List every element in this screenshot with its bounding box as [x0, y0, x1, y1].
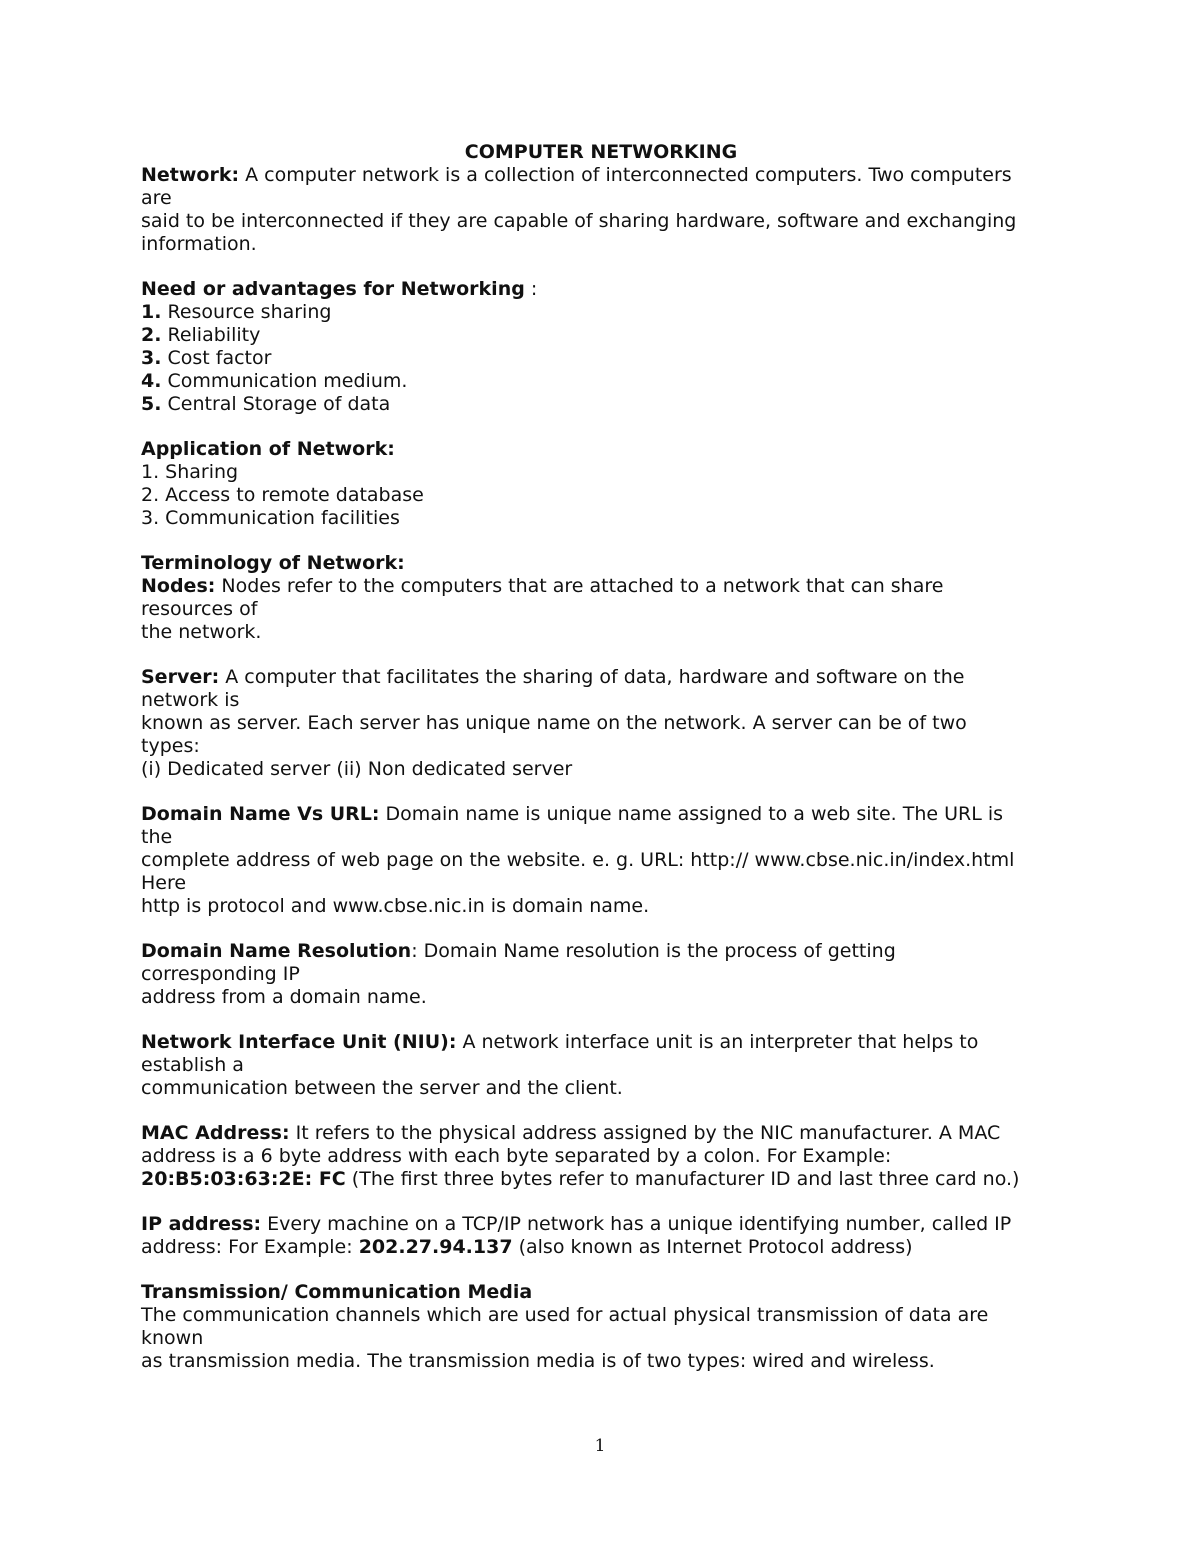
network-line-3: said to be interconnected if they are capable of sharing hardware, software and exchanging [141, 210, 1017, 232]
network-line-1 [141, 164, 1061, 187]
list-number: 4. [141, 370, 162, 392]
server-line-3: known as server. Each server has unique name on the network. A server can be of two [141, 712, 967, 734]
list-item [141, 324, 1061, 347]
list-number: 1. [141, 301, 162, 323]
media-heading: Transmission/ Communication Media [141, 1281, 533, 1303]
list-item [141, 347, 1061, 370]
list-text: Central Storage of data [161, 393, 391, 415]
dns-line-2: corresponding IP [141, 963, 300, 985]
mac-label: MAC Address: [141, 1122, 290, 1144]
ip-line-1 [141, 1213, 1061, 1236]
list-number: 5. [141, 393, 162, 415]
media-line-1: The communication channels which are used for actual physical transmission of data are [141, 1304, 989, 1326]
nodes-text-1: Nodes refer to the computers that are attached to a network that can share [215, 575, 944, 597]
server-label: Server: [141, 666, 220, 688]
media-line-3: as transmission media. The transmission media is of two types: wired and wireless. [141, 1350, 935, 1372]
ip-line-2 [141, 1236, 1061, 1259]
mac-line-1 [141, 1122, 1061, 1145]
dns-text-1: : Domain Name resolution is the process of getting [411, 940, 896, 962]
niu-line-1 [141, 1031, 1061, 1054]
spacer [141, 416, 1061, 438]
media-line-2: known [141, 1327, 204, 1349]
document-title: COMPUTER NETWORKING [464, 141, 738, 163]
domain-url-text-1: Domain name is unique name assigned to a web site. The URL is [379, 803, 1003, 825]
list-text: Resource sharing [161, 301, 332, 323]
nodes-line-3: the network. [141, 621, 262, 643]
nodes-line-1 [141, 575, 1061, 598]
mac-example: 20:B5:03:63:2E: FC [141, 1168, 346, 1190]
niu-line-3: communication between the server and the client. [141, 1077, 623, 1099]
network-line-2: are [141, 187, 172, 209]
niu-line-2: establish a [141, 1054, 244, 1076]
spacer [141, 918, 1061, 940]
nodes-line-2: resources of [141, 598, 258, 620]
spacer [141, 781, 1061, 803]
need-heading-line [141, 278, 1061, 301]
domain-url-line-4: Here [141, 872, 187, 894]
list-item [141, 301, 1061, 324]
list-text: Reliability [161, 324, 261, 346]
mac-text-1: It refers to the physical address assigned by the NIC manufacturer. A MAC [289, 1122, 1001, 1144]
document-body [141, 141, 1061, 1373]
network-line-4: information. [141, 233, 257, 255]
server-line-5: (i) Dedicated server (ii) Non dedicated server [141, 758, 573, 780]
mac-line-3 [141, 1168, 1061, 1191]
dns-label: Domain Name Resolution [141, 940, 412, 962]
spacer [141, 256, 1061, 278]
mac-line-2: address is a 6 byte address with each byte separated by a colon. For Example: [141, 1145, 892, 1167]
dns-line-3: address from a domain name. [141, 986, 427, 1008]
server-line-4: types: [141, 735, 200, 757]
ip-text-1: Every machine on a TCP/IP network has a unique identifying number, called IP [261, 1213, 1012, 1235]
domain-url-line-2: the [141, 826, 173, 848]
need-heading-suffix: : [524, 278, 538, 300]
page-number: 1 [594, 1436, 606, 1456]
network-label: Network: [141, 164, 240, 186]
list-number: 3. [141, 347, 162, 369]
application-heading: Application of Network: [141, 438, 395, 460]
list-text: Communication medium. [161, 370, 408, 392]
server-text-1: A computer that facilitates the sharing of data, hardware and software on the [219, 666, 965, 688]
domain-url-label: Domain Name Vs URL: [141, 803, 380, 825]
terminology-heading: Terminology of Network: [141, 552, 405, 574]
domain-url-line-5: http is protocol and www.cbse.nic.in is domain name. [141, 895, 650, 917]
niu-text-1: A network interface unit is an interpreter that helps to [456, 1031, 979, 1053]
list-number: 2. [141, 324, 162, 346]
ip-label: IP address: [141, 1213, 262, 1235]
spacer [141, 1191, 1061, 1213]
domain-url-line-1 [141, 803, 1061, 826]
spacer [141, 530, 1061, 552]
ip-text-2b: (also known as Internet Protocol address) [512, 1236, 913, 1258]
domain-url-line-3: complete address of web page on the website. e. g. URL: http:// www.cbse.nic.in/index.html [141, 849, 1015, 871]
need-heading: Need or advantages for Networking [141, 278, 525, 300]
server-line-1 [141, 666, 1061, 689]
list-item [141, 393, 1061, 416]
spacer [141, 644, 1061, 666]
ip-example: 202.27.94.137 [358, 1236, 513, 1258]
list-item: 1. Sharing [141, 461, 239, 483]
list-text: Cost factor [161, 347, 272, 369]
list-item: 2. Access to remote database [141, 484, 424, 506]
list-item [141, 370, 1061, 393]
dns-line-1 [141, 940, 1061, 963]
list-item: 3. Communication facilities [141, 507, 400, 529]
spacer [141, 1009, 1061, 1031]
server-line-2: network is [141, 689, 240, 711]
nodes-label: Nodes: [141, 575, 216, 597]
spacer [141, 1259, 1061, 1281]
mac-text-3: (The first three bytes refer to manufacturer ID and last three card no.) [345, 1168, 1020, 1190]
spacer [141, 1100, 1061, 1122]
network-text-1: A computer network is a collection of interconnected computers. Two computers [239, 164, 1012, 186]
niu-label: Network Interface Unit (NIU): [141, 1031, 457, 1053]
ip-text-2a: address: For Example: [141, 1236, 359, 1258]
